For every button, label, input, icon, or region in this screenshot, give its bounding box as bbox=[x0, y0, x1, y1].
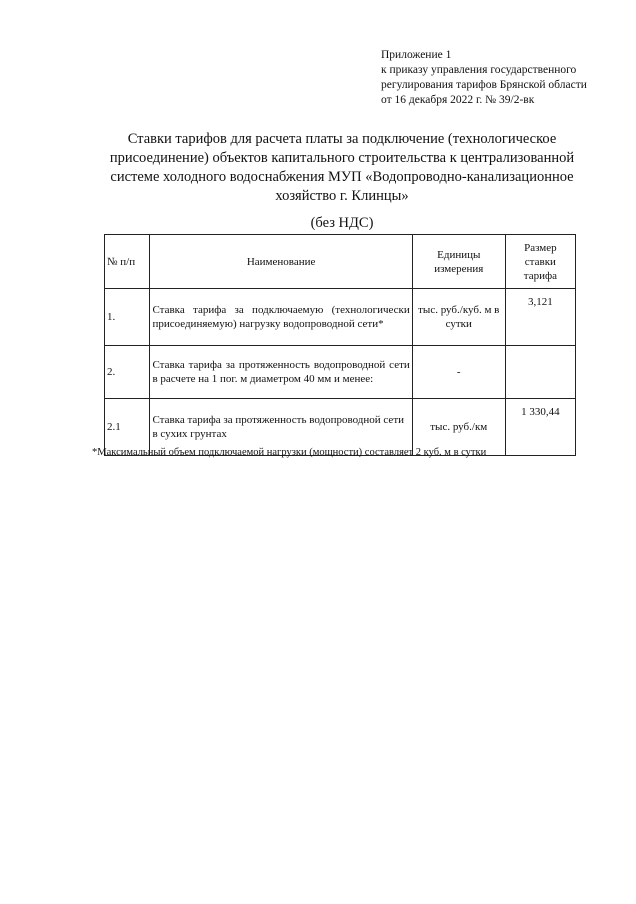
row-num: 2.1 bbox=[105, 399, 150, 456]
title-line-2: присоединение) объектов капитального строительства к централизованной bbox=[109, 150, 575, 166]
table-header-row bbox=[105, 235, 576, 289]
row-name: Ставка тарифа за протяженность водопроводной сети в расчете на 1 пог. м диаметром 40 мм и менее: bbox=[150, 346, 412, 399]
header-num: № п/п bbox=[105, 235, 150, 289]
tariff-table bbox=[104, 234, 576, 456]
row-unit: тыс. руб./км bbox=[412, 399, 505, 456]
row-size: 1 330,44 bbox=[505, 399, 575, 456]
row-name: Ставка тарифа за подключаемую (технологически присоединяемую) нагрузку водопроводной сети* bbox=[150, 289, 412, 346]
appendix-line-4: от 16 декабря 2022 г. № 39/2-вк bbox=[381, 94, 535, 106]
row-name: Ставка тарифа за протяженность водопроводной сети в сухих грунтах bbox=[150, 399, 412, 456]
row-size: 3,121 bbox=[505, 289, 575, 346]
header-unit: Единицы измерения bbox=[412, 235, 505, 289]
footnote: *Максимальный объем подключаемой нагрузки (мощности) составляет 2 куб. м в сутки bbox=[92, 447, 487, 458]
appendix-header bbox=[381, 48, 587, 108]
row-unit: - bbox=[412, 346, 505, 399]
row-unit: тыс. руб./куб. м в сутки bbox=[412, 289, 505, 346]
vat-note: (без НДС) bbox=[310, 215, 374, 231]
title-line-1: Ставки тарифов для расчета платы за подключение (технологическое bbox=[127, 131, 557, 147]
appendix-line-2: к приказу управления государственного bbox=[381, 64, 577, 76]
table-row bbox=[105, 346, 576, 399]
title-line-3: системе холодного водоснабжения МУП «Водопроводно-канализационное bbox=[110, 169, 574, 185]
appendix-line-3: регулирования тарифов Брянской области bbox=[381, 79, 587, 91]
row-size bbox=[505, 346, 575, 399]
row-num: 2. bbox=[105, 346, 150, 399]
header-size: Размер ставки тарифа bbox=[505, 235, 575, 289]
document-title bbox=[100, 130, 584, 206]
title-line-4: хозяйство г. Клинцы» bbox=[275, 188, 409, 204]
table-row bbox=[105, 289, 576, 346]
row-num: 1. bbox=[105, 289, 150, 346]
appendix-line-1: Приложение 1 bbox=[381, 49, 452, 61]
header-name: Наименование bbox=[150, 235, 412, 289]
